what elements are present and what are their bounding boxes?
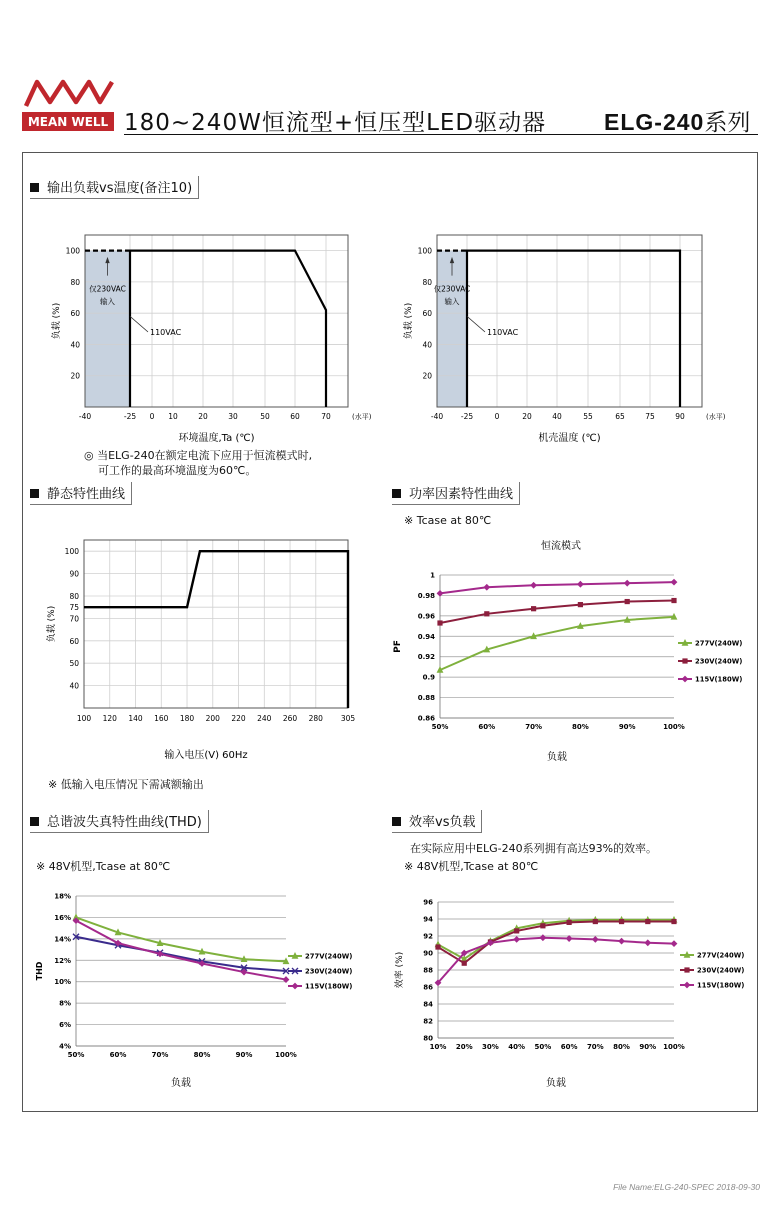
- x-tick-label: 90%: [639, 1043, 657, 1051]
- y-tick-label: 88: [423, 966, 433, 975]
- legend-label: 277V(240W): [695, 639, 743, 648]
- data-point: [644, 939, 651, 946]
- y-tick-label: 10%: [54, 978, 71, 987]
- data-point: [531, 606, 536, 611]
- x-tick-label: 70: [321, 412, 331, 421]
- x-tick-label: 260: [282, 714, 298, 723]
- y-tick-label: 40: [70, 340, 80, 350]
- legend-label: 277V(240W): [305, 952, 353, 961]
- y-tick-label: 8%: [59, 999, 71, 1008]
- y-tick-label: 40: [69, 681, 79, 691]
- header-rule: [124, 134, 758, 135]
- series-line: [76, 937, 286, 971]
- x-tick-label: 90: [675, 412, 685, 421]
- bullet-square-icon: [392, 489, 401, 498]
- x-axis-label: 输入电压(V) 60Hz: [164, 750, 248, 761]
- eff-description: 在实际应用中ELG-240系列拥有高达93%的效率。: [410, 842, 658, 855]
- thd-tcase-note: ※ 48V机型,Tcase at 80℃: [36, 860, 171, 873]
- derating-note-line2: 可工作的最高环境温度为60℃。: [98, 464, 257, 477]
- y-tick-label: 80: [69, 592, 79, 601]
- x-axis-label: 机壳温度 (℃): [538, 433, 601, 444]
- data-point: [684, 967, 689, 972]
- series-model: ELG-240: [604, 109, 705, 135]
- y-tick-label: 60: [70, 309, 80, 319]
- case-derating-chart: [392, 225, 737, 450]
- eff-tcase-note: ※ 48V机型,Tcase at 80℃: [404, 860, 539, 873]
- y-tick-label: 80: [70, 277, 80, 287]
- series-line: [440, 617, 674, 670]
- y-tick-label: 92: [423, 932, 433, 941]
- section-title-pf: [392, 482, 520, 505]
- y-tick-label: 100: [64, 547, 79, 557]
- data-point: [292, 983, 299, 990]
- x-tick-label: 160: [154, 714, 169, 723]
- plot-frame: [84, 540, 348, 708]
- series-suffix: 系列: [704, 110, 751, 136]
- data-point: [567, 920, 572, 925]
- x-tick-label: -40: [78, 412, 92, 421]
- bullet-square-icon: [30, 817, 39, 826]
- derating-note-line1: ◎ 当ELG-240在额定电流下应用于恒流模式时,: [84, 449, 313, 462]
- legend-label: 115V(180W): [305, 982, 353, 991]
- x-tick-label: 50%: [431, 723, 449, 731]
- y-tick-label: 0.94: [417, 632, 435, 641]
- page-title: 180~240W恒流型+恒压型LED驱动器: [124, 110, 547, 136]
- section-title-derating: [30, 176, 199, 199]
- power-factor-chart: [384, 536, 754, 768]
- y-axis-label: THD: [35, 961, 44, 981]
- x-tick-label: 40%: [508, 1043, 526, 1051]
- section-title-thd: [30, 810, 209, 833]
- x-tick-label: 80%: [572, 723, 589, 731]
- data-point: [437, 620, 442, 625]
- y-tick-label: 1: [430, 571, 435, 580]
- x-tick-label: 10: [168, 412, 178, 421]
- x-tick-label: 220: [231, 714, 246, 723]
- y-tick-label: 0.9: [422, 673, 435, 682]
- mean-well-logo: [20, 78, 116, 134]
- y-tick-label: 0.88: [417, 694, 435, 703]
- y-tick-label: 100: [417, 246, 432, 256]
- y-tick-label: 84: [423, 1000, 433, 1009]
- annotation-input: 输入: [100, 296, 115, 306]
- data-point: [645, 919, 650, 924]
- x-tick-label: 70%: [151, 1051, 169, 1059]
- x-tick-label: 50%: [67, 1051, 85, 1059]
- data-point: [462, 961, 467, 966]
- x-tick-label: 10%: [429, 1043, 447, 1051]
- x-tick-label: 20: [198, 412, 208, 421]
- legend-label: 230V(240W): [305, 967, 353, 976]
- y-tick-label: 0.96: [417, 612, 435, 621]
- y-tick-label: 50: [69, 659, 79, 669]
- x-tick-label: 50: [260, 412, 270, 421]
- legend-label: 115V(180W): [697, 981, 745, 990]
- x-tick-label: 280: [308, 714, 323, 723]
- y-tick-label: 20: [422, 371, 432, 381]
- annotation-230vac: 仅230VAC: [89, 284, 126, 294]
- data-point: [625, 599, 630, 604]
- data-point: [484, 611, 489, 616]
- section-label: 总谐波失真特性曲线(THD): [47, 815, 202, 830]
- logo-text: MEAN WELL: [27, 115, 109, 129]
- section-title-static: [30, 482, 132, 505]
- y-tick-label: 70: [69, 614, 79, 624]
- x-tick-label: 200: [205, 714, 220, 723]
- x-tick-label: 30: [228, 412, 238, 421]
- x-tick-label: 65: [615, 412, 625, 421]
- y-tick-label: 0.98: [417, 591, 435, 600]
- x-unit-label: (水平): [352, 413, 372, 421]
- data-point: [514, 928, 519, 933]
- legend-label: 230V(240W): [697, 966, 745, 975]
- x-tick-label: 90%: [235, 1051, 253, 1059]
- y-tick-label: 14%: [54, 935, 71, 944]
- legend-label: 277V(240W): [697, 951, 745, 960]
- data-point: [435, 944, 440, 949]
- x-tick-label: 140: [128, 714, 143, 723]
- x-tick-label: 0: [149, 412, 155, 421]
- x-tick-label: 70%: [586, 1043, 604, 1051]
- x-axis-label: 环境温度,Ta (℃): [178, 433, 255, 444]
- chart-title: 恒流模式: [541, 541, 581, 552]
- x-tick-label: 0: [494, 412, 500, 421]
- x-axis-label: 负载: [171, 1078, 191, 1089]
- x-tick-label: 100%: [663, 723, 685, 731]
- y-axis-label: 负载 (%): [404, 302, 414, 340]
- y-tick-label: 82: [423, 1017, 433, 1026]
- bullet-square-icon: [30, 489, 39, 498]
- x-tick-label: 100: [76, 714, 92, 723]
- annotation-leader: [467, 316, 485, 332]
- x-tick-label: 80%: [193, 1051, 211, 1059]
- data-point: [578, 602, 583, 607]
- y-axis-label: PF: [393, 640, 403, 653]
- data-point: [682, 658, 687, 663]
- x-tick-label: 70%: [525, 723, 542, 731]
- annotation-230vac: 仅230VAC: [433, 284, 471, 294]
- x-tick-label: 40: [552, 412, 562, 421]
- y-tick-label: 90: [423, 949, 433, 958]
- x-tick-label: 305: [340, 714, 356, 723]
- footer-file-name: File Name:ELG-240-SPEC 2018-09-30: [613, 1182, 760, 1192]
- y-tick-label: 0.86: [417, 714, 435, 723]
- y-tick-label: 86: [423, 983, 433, 992]
- data-point: [671, 579, 678, 586]
- y-axis-label: 负载 (%): [52, 302, 62, 340]
- section-label: 静态特性曲线: [47, 487, 126, 502]
- y-tick-label: 20: [70, 371, 80, 381]
- x-tick-label: 50%: [534, 1043, 552, 1051]
- y-tick-label: 96: [423, 898, 433, 907]
- series-line: [440, 582, 674, 593]
- section-label: 功率因素特性曲线: [409, 487, 514, 502]
- y-tick-label: 6%: [59, 1021, 71, 1030]
- x-tick-label: 60%: [560, 1043, 578, 1051]
- data-point: [671, 919, 676, 924]
- legend-label: 230V(240W): [695, 657, 743, 666]
- annotation-input: 输入: [444, 296, 460, 306]
- annotation-110vac: 110VAC: [150, 328, 182, 338]
- data-point: [540, 923, 545, 928]
- y-tick-label: 80: [423, 1034, 433, 1043]
- x-tick-label: -40: [430, 412, 444, 421]
- x-axis-label: 负载: [547, 752, 567, 763]
- section-label: 输出负载vs温度(备注10): [47, 181, 193, 196]
- y-tick-label: 100: [65, 246, 80, 256]
- annotation-leader: [130, 316, 148, 332]
- x-tick-label: 30%: [482, 1043, 499, 1051]
- x-tick-label: -25: [123, 412, 137, 421]
- data-point: [671, 940, 678, 947]
- x-tick-label: 100%: [275, 1051, 297, 1059]
- legend-label: 115V(180W): [695, 675, 743, 684]
- data-point: [592, 936, 599, 943]
- series-line: [438, 938, 674, 983]
- x-tick-label: 75: [645, 412, 655, 421]
- series-name: [604, 104, 750, 137]
- y-tick-label: 12%: [54, 956, 71, 965]
- section-label: 效率vs负载: [409, 815, 476, 830]
- y-tick-label: 4%: [59, 1042, 71, 1051]
- x-tick-label: 20%: [455, 1043, 473, 1051]
- pf-tcase-note: ※ Tcase at 80℃: [404, 514, 492, 527]
- y-axis-label: 负载 (%): [47, 605, 57, 643]
- static-characteristic-chart: [40, 532, 370, 767]
- data-point: [513, 936, 520, 943]
- data-point: [577, 581, 584, 588]
- y-tick-label: 80: [422, 277, 432, 287]
- data-point: [593, 919, 598, 924]
- x-tick-label: 180: [179, 714, 195, 723]
- data-point: [682, 676, 689, 683]
- x-tick-label: -25: [460, 412, 474, 421]
- data-point: [539, 934, 546, 941]
- ambient-derating-chart: [40, 225, 380, 450]
- y-tick-label: 60: [422, 309, 432, 319]
- y-tick-label: 75: [69, 603, 79, 613]
- data-point: [671, 598, 676, 603]
- static-note: ※ 低输入电压情况下需减额输出: [48, 778, 204, 791]
- x-tick-label: 120: [102, 714, 117, 723]
- annotation-110vac: 110VAC: [487, 328, 519, 338]
- x-tick-label: 20: [522, 412, 532, 421]
- data-point: [684, 982, 691, 989]
- y-tick-label: 40: [422, 340, 432, 350]
- y-tick-label: 18%: [54, 892, 71, 901]
- data-point: [530, 582, 537, 589]
- bullet-square-icon: [30, 183, 39, 192]
- y-tick-label: 60: [69, 636, 79, 646]
- data-point: [618, 938, 625, 945]
- x-unit-label: (水平): [706, 413, 726, 421]
- data-point: [483, 584, 490, 591]
- y-tick-label: 16%: [54, 913, 71, 922]
- x-tick-label: 55: [583, 412, 593, 421]
- data-point: [624, 580, 631, 587]
- y-tick-label: 90: [69, 569, 79, 579]
- series-line: [76, 917, 286, 961]
- x-tick-label: 60%: [109, 1051, 127, 1059]
- efficiency-chart: [388, 894, 748, 1096]
- x-axis-label: 负载: [546, 1078, 566, 1089]
- x-tick-label: 100%: [663, 1043, 685, 1051]
- data-point: [619, 919, 624, 924]
- x-tick-label: 80%: [613, 1043, 630, 1051]
- thd-chart: [30, 884, 370, 1096]
- static-line: [84, 551, 348, 708]
- bullet-square-icon: [392, 817, 401, 826]
- x-tick-label: 60%: [478, 723, 496, 731]
- y-tick-label: 0.92: [417, 653, 435, 662]
- x-tick-label: 240: [257, 714, 272, 723]
- section-title-eff: [392, 810, 482, 833]
- plot-frame: [437, 235, 702, 407]
- y-tick-label: 94: [423, 915, 433, 924]
- y-axis-label: 效率 (%): [395, 951, 405, 989]
- x-tick-label: 60: [290, 412, 300, 421]
- x-tick-label: 90%: [618, 723, 636, 731]
